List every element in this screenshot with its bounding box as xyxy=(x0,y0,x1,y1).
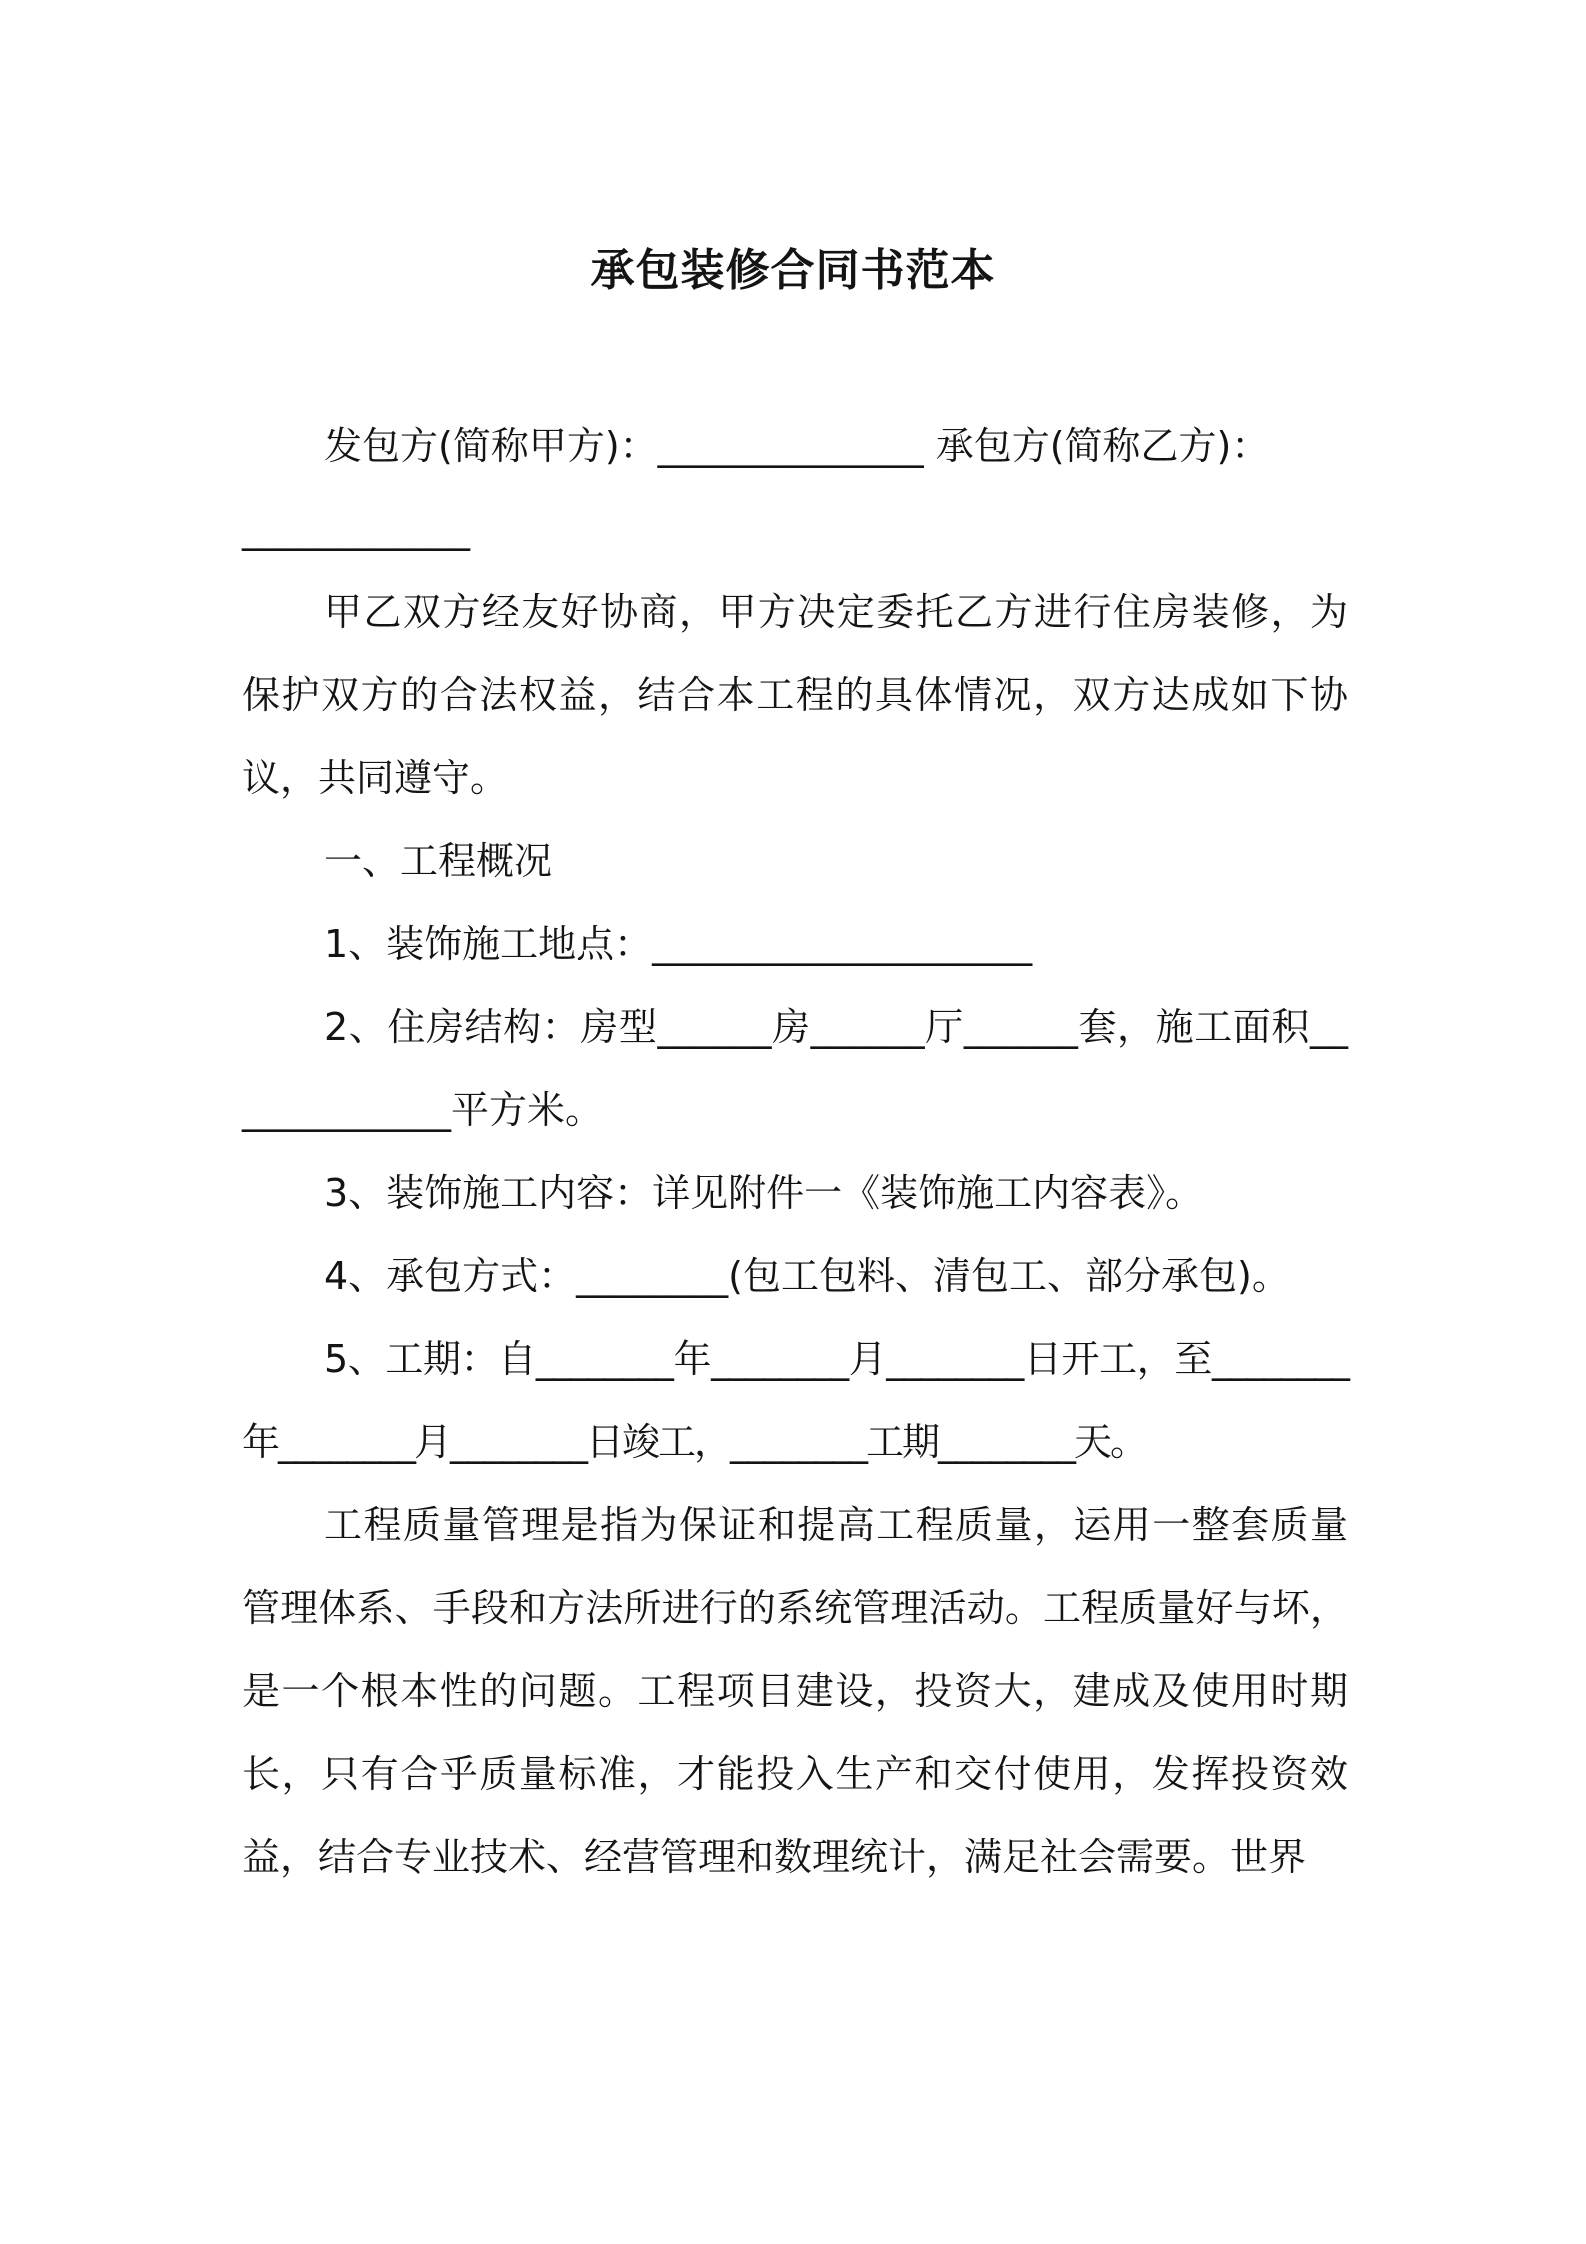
parties-line: 发包方(简称甲方)：______________ 承包方(简称乙方)： xyxy=(324,424,1270,468)
preamble-paragraph: 甲乙双方经友好协商，甲方决定委托乙方进行住房装修，为保护双方的合法权益，结合本工程的具体情况，双方达成如下协议，共同遵守。 xyxy=(242,590,1348,800)
clause-construction-period: 5、工期：自________年________月________日开工，至________年________月________日竣工，________工期________天。 xyxy=(242,1337,1348,1464)
clause-housing-structure: 2、住房结构：房型______房______厅______套，施工面积_____________平方米。 xyxy=(242,1005,1348,1132)
clause-construction-content: 3、装饰施工内容：详见附件一《装饰施工内容表》。 xyxy=(324,1171,1204,1215)
party-b-blank: ____________ xyxy=(242,507,470,551)
document-body xyxy=(242,405,1348,1899)
clause-construction-site: 1、装饰施工地点：____________________ xyxy=(324,922,1033,966)
clause-contract-method: 4、承包方式：________(包工包料、清包工、部分承包)。 xyxy=(324,1254,1290,1298)
document-title: 承包装修合同书范本 xyxy=(590,245,996,297)
section-heading-project-overview: 一、工程概况 xyxy=(324,839,553,883)
quality-management-paragraph: 工程质量管理是指为保证和提高工程质量，运用一整套质量管理体系、手段和方法所进行的系统管理活动。工程质量好与坏，是一个根本性的问题。工程项目建设，投资大，建成及使用时期长，只有合乎质量标准，才能投入生产和交付使用，发挥投资效益，结合专业技术、经营管理和数理统计，满足社会需要。世界 xyxy=(242,1503,1348,1879)
